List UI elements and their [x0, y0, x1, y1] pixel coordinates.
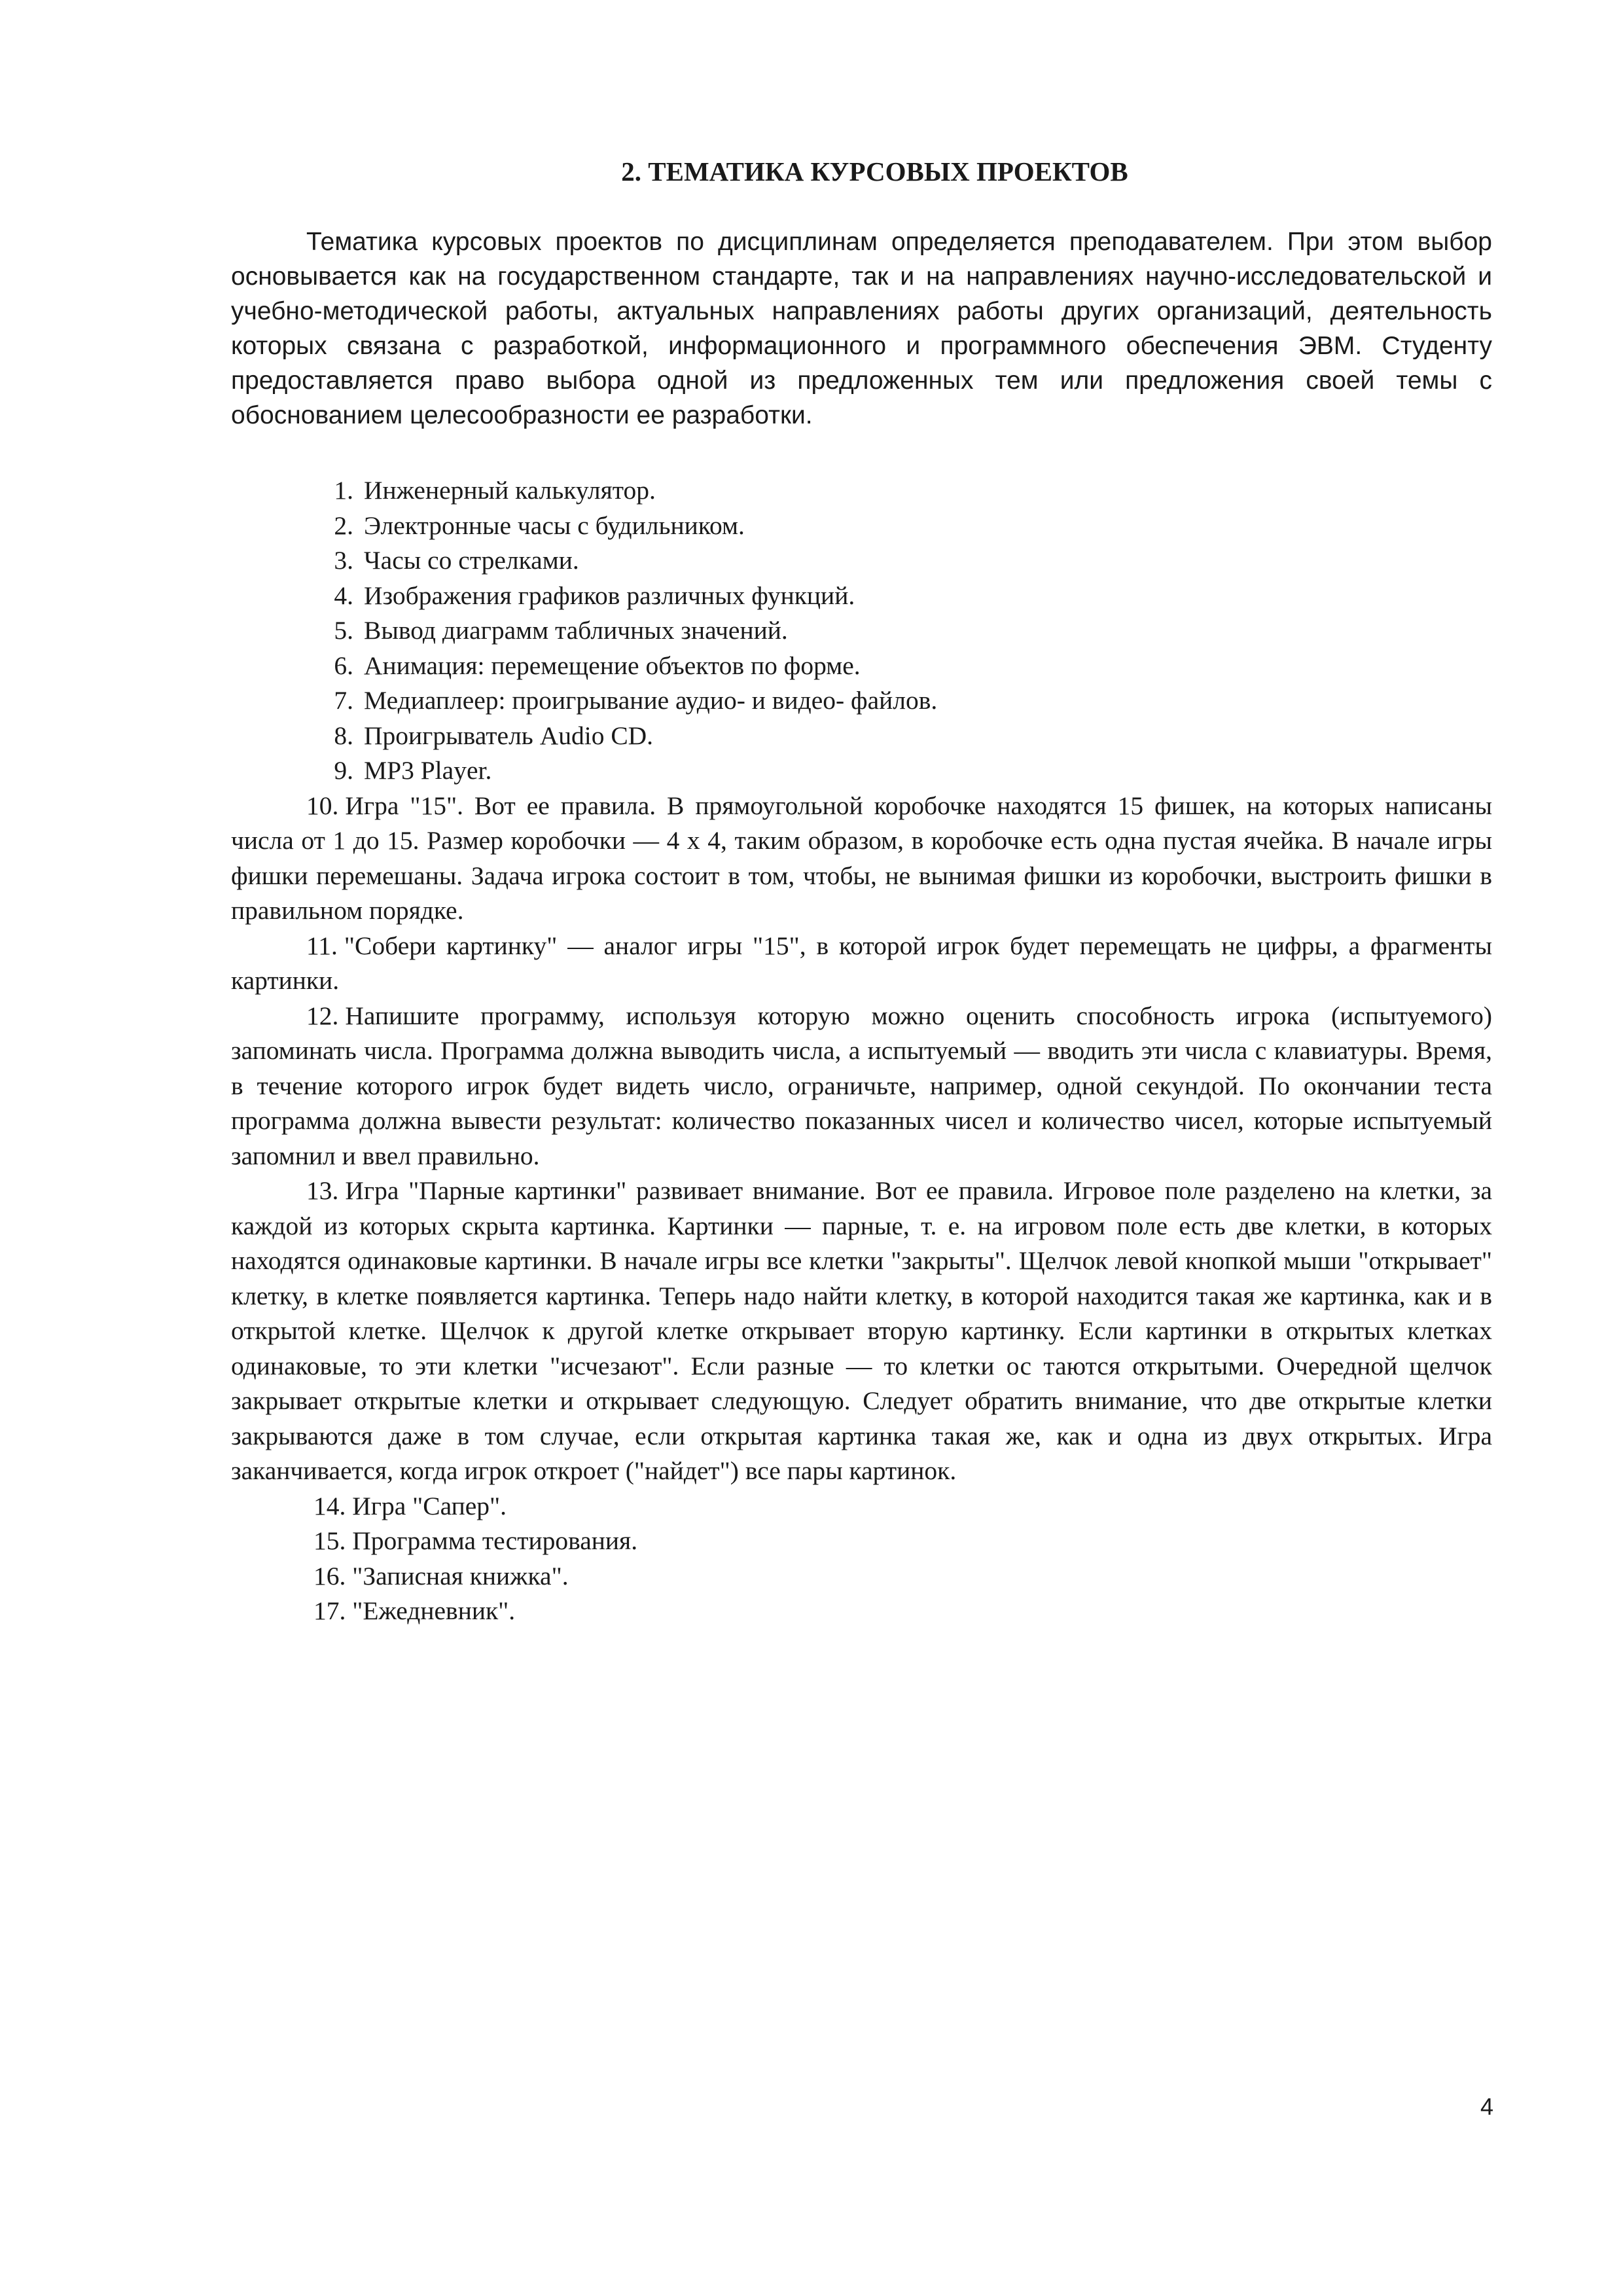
list-item-text: Инженерный калькулятор.: [364, 476, 656, 505]
list-item: [231, 719, 1492, 754]
list-item: [231, 999, 1492, 1174]
list-item-number: 4.: [334, 581, 353, 610]
list-item: [231, 613, 1492, 649]
list-item-text: Игра "Парные картинки" развивает внимание. Вот ее правила. Игровое поле разделено на клетки, за каждой из которых скрыта картинка. Картинки — парные, т. е. на игровом поле есть две клетки, в которых находятся одинаковые картинки. В начале игры все клетки "закрыты". Щелчок левой кнопкой мыши "открывает" клетку, в клетке появляется картинка. Теперь надо найти клетку, в которой находится такая же картинка, как и в открытой клетке. Щелчок к другой клетке открывает вторую картинку. Если картинки в открытых клетках одинаковые, то эти клетки "исчезают". Если разные — то клетки ос таются открытыми. Очередной щелчок закрывает открытые клетки и открывает следующую. Следует обратить внимание, что две открытые клетки закрываются даже в том случае, если открытая картинка такая же, как и одна из двух открытых. Игра заканчивается, когда игрок откроет ("найдет") все пары картинок.: [231, 1176, 1492, 1485]
list-item: [231, 509, 1492, 544]
list-item-number: 5.: [334, 616, 353, 645]
list-item-number: 10.: [306, 791, 339, 820]
list-item: [231, 789, 1492, 929]
section-heading: 2. ТЕМАТИКА КУРСОВЫХ ПРОЕКТОВ: [621, 156, 1128, 187]
list-item-number: 11.: [306, 931, 338, 960]
list-item-text: "Ежедневник".: [352, 1596, 516, 1625]
list-item-number: 8.: [334, 721, 353, 750]
list-item: [231, 1524, 1492, 1559]
list-item-number: 15.: [313, 1526, 346, 1555]
list-item-text: Напишите программу, используя которую можно оценить способность игрока (испытуемого) запоминать числа. Программа должна выводить числа, а испытуемый — вводить эти числа с клавиатуры. Время, в течение которого игрок будет видеть число, ограничьте, например, одной секундой. По окончании теста программа должна вывести результат: количество показанных чисел и количество чисел, которые испытуемый запомнил и ввел правильно.: [231, 1001, 1492, 1170]
list-item: [231, 473, 1492, 509]
list-item-number: 13.: [306, 1176, 339, 1205]
list-item-number: 9.: [334, 756, 353, 785]
list-item: [231, 1489, 1492, 1524]
topics-list: [231, 473, 1492, 1629]
document-page: [231, 154, 1492, 1629]
list-item: [231, 649, 1492, 684]
list-item-text: Игра "Сапер".: [352, 1491, 507, 1520]
list-item: [231, 683, 1492, 719]
list-item-text: Медиаплеер: проигрывание аудио- и видео- файлов.: [364, 686, 938, 715]
list-item-text: "Собери картинку" — аналог игры "15", в которой игрок будет перемещать не цифры, а фрагменты картинки.: [231, 931, 1492, 995]
list-item-number: 14.: [313, 1491, 346, 1520]
intro-paragraph: Тематика курсовых проектов по дисциплинам определяется преподавателем. При этом выбор основывается как на государственном стандарте, так и на направлениях научно-исследовательской и учебно-методической работы, актуальных направлениях работы других организаций, деятельность которых связана с разработкой, информационного и программного обеспечения ЭВМ. Студенту предоставляется право выбора одной из предложенных тем или предложения своей темы с обоснованием целесообразности ее разработки.: [231, 228, 1492, 429]
list-item-text: Электронные часы с будильником.: [364, 511, 745, 540]
list-item-number: 2.: [334, 511, 353, 540]
list-item-text: MP3 Player.: [364, 756, 492, 785]
list-item-text: "Записная книжка".: [352, 1561, 569, 1590]
list-item-text: Вывод диаграмм табличных значений.: [364, 616, 788, 645]
list-item-number: 3.: [334, 546, 353, 575]
list-item-text: Программа тестирования.: [352, 1526, 638, 1555]
list-item: [231, 929, 1492, 999]
list-item-number: 6.: [334, 651, 353, 680]
list-item-number: 7.: [334, 686, 353, 715]
list-item: [231, 1174, 1492, 1489]
list-item-text: Игра "15". Вот ее правила. В прямоугольной коробочке находятся 15 фишек, на которых написаны числа от 1 до 15. Размер коробочки — 4 х 4, таким образом, в коробочке есть одна пустая ячейка. В начале игры фишки перемешаны. Задача игрока состоит в том, чтобы, не вынимая фишки из коробочки, выстроить фишки в правильном порядке.: [231, 791, 1492, 925]
list-item: [231, 753, 1492, 789]
list-item-number: 17.: [313, 1596, 346, 1625]
list-item: [231, 1594, 1492, 1629]
list-item-text: Анимация: перемещение объектов по форме.: [364, 651, 861, 680]
list-item: [231, 1559, 1492, 1594]
list-item: [231, 579, 1492, 614]
list-item-number: 16.: [313, 1561, 346, 1590]
list-item-text: Изображения графиков различных функций.: [364, 581, 855, 610]
list-item-number: 1.: [334, 476, 353, 505]
list-item-text: Проигрыватель Audio CD.: [364, 721, 654, 750]
list-item-text: Часы со стрелками.: [364, 546, 579, 575]
page-number: 4: [1480, 2093, 1494, 2120]
list-item-number: 12.: [306, 1001, 339, 1030]
list-item: [231, 543, 1492, 579]
